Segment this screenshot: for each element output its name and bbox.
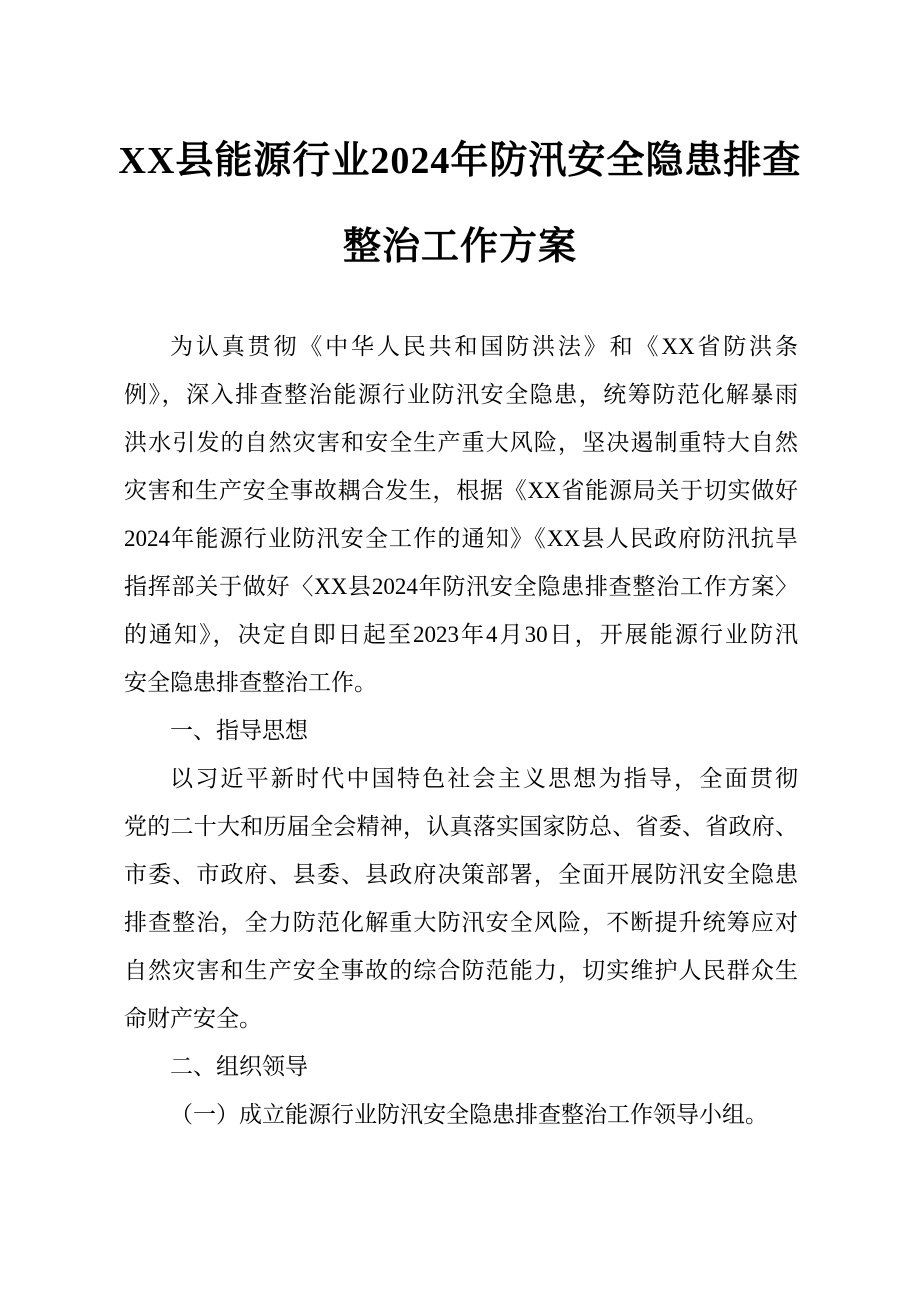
body-line: 党的二十大和历届全会精神，认真落实国家防总、省委、省政府、 — [124, 814, 798, 839]
body-line: 例》，深入排查整治能源行业防汛安全隐患，统筹防范化解暴雨 — [124, 382, 798, 407]
body-line: 的通知》，决定自即日起至2023年4月30日，开展能源行业防汛 — [124, 622, 798, 647]
body-line: 自然灾害和生产安全事故的综合防范能力，切实维护人民群众生 — [124, 958, 798, 983]
document-body — [124, 323, 798, 1139]
document-title — [0, 118, 920, 290]
document-title-line-2: 整治工作方案 — [342, 226, 577, 268]
body-line: 安全隐患排查整治工作。 — [124, 670, 377, 695]
body-line: 指挥部关于做好〈XX县2024年防汛安全隐患排查整治工作方案〉 — [124, 574, 798, 599]
body-line: 一、指导思想 — [170, 718, 308, 743]
body-line: 市委、市政府、县委、县政府决策部署，全面开展防汛安全隐患 — [124, 862, 798, 887]
body-line: （一）成立能源行业防汛安全隐患排查整治工作领导小组。 — [170, 1102, 768, 1127]
body-line: 为认真贯彻《中华人民共和国防洪法》和《XX省防洪条 — [170, 334, 798, 359]
body-line: 二、组织领导 — [170, 1054, 308, 1079]
body-line: 2024年能源行业防汛安全工作的通知》《XX县人民政府防汛抗旱 — [124, 526, 798, 551]
document-title-line-1: XX县能源行业2024年防汛安全隐患排查 — [118, 140, 802, 182]
body-line: 以习近平新时代中国特色社会主义思想为指导，全面贯彻 — [170, 766, 798, 791]
body-line: 灾害和生产安全事故耦合发生，根据《XX省能源局关于切实做好 — [124, 478, 798, 503]
body-line: 洪水引发的自然灾害和安全生产重大风险，坚决遏制重特大自然 — [124, 430, 798, 455]
body-line: 排查整治，全力防范化解重大防汛安全风险，不断提升统筹应对 — [124, 910, 798, 935]
body-line: 命财产安全。 — [124, 1006, 262, 1031]
